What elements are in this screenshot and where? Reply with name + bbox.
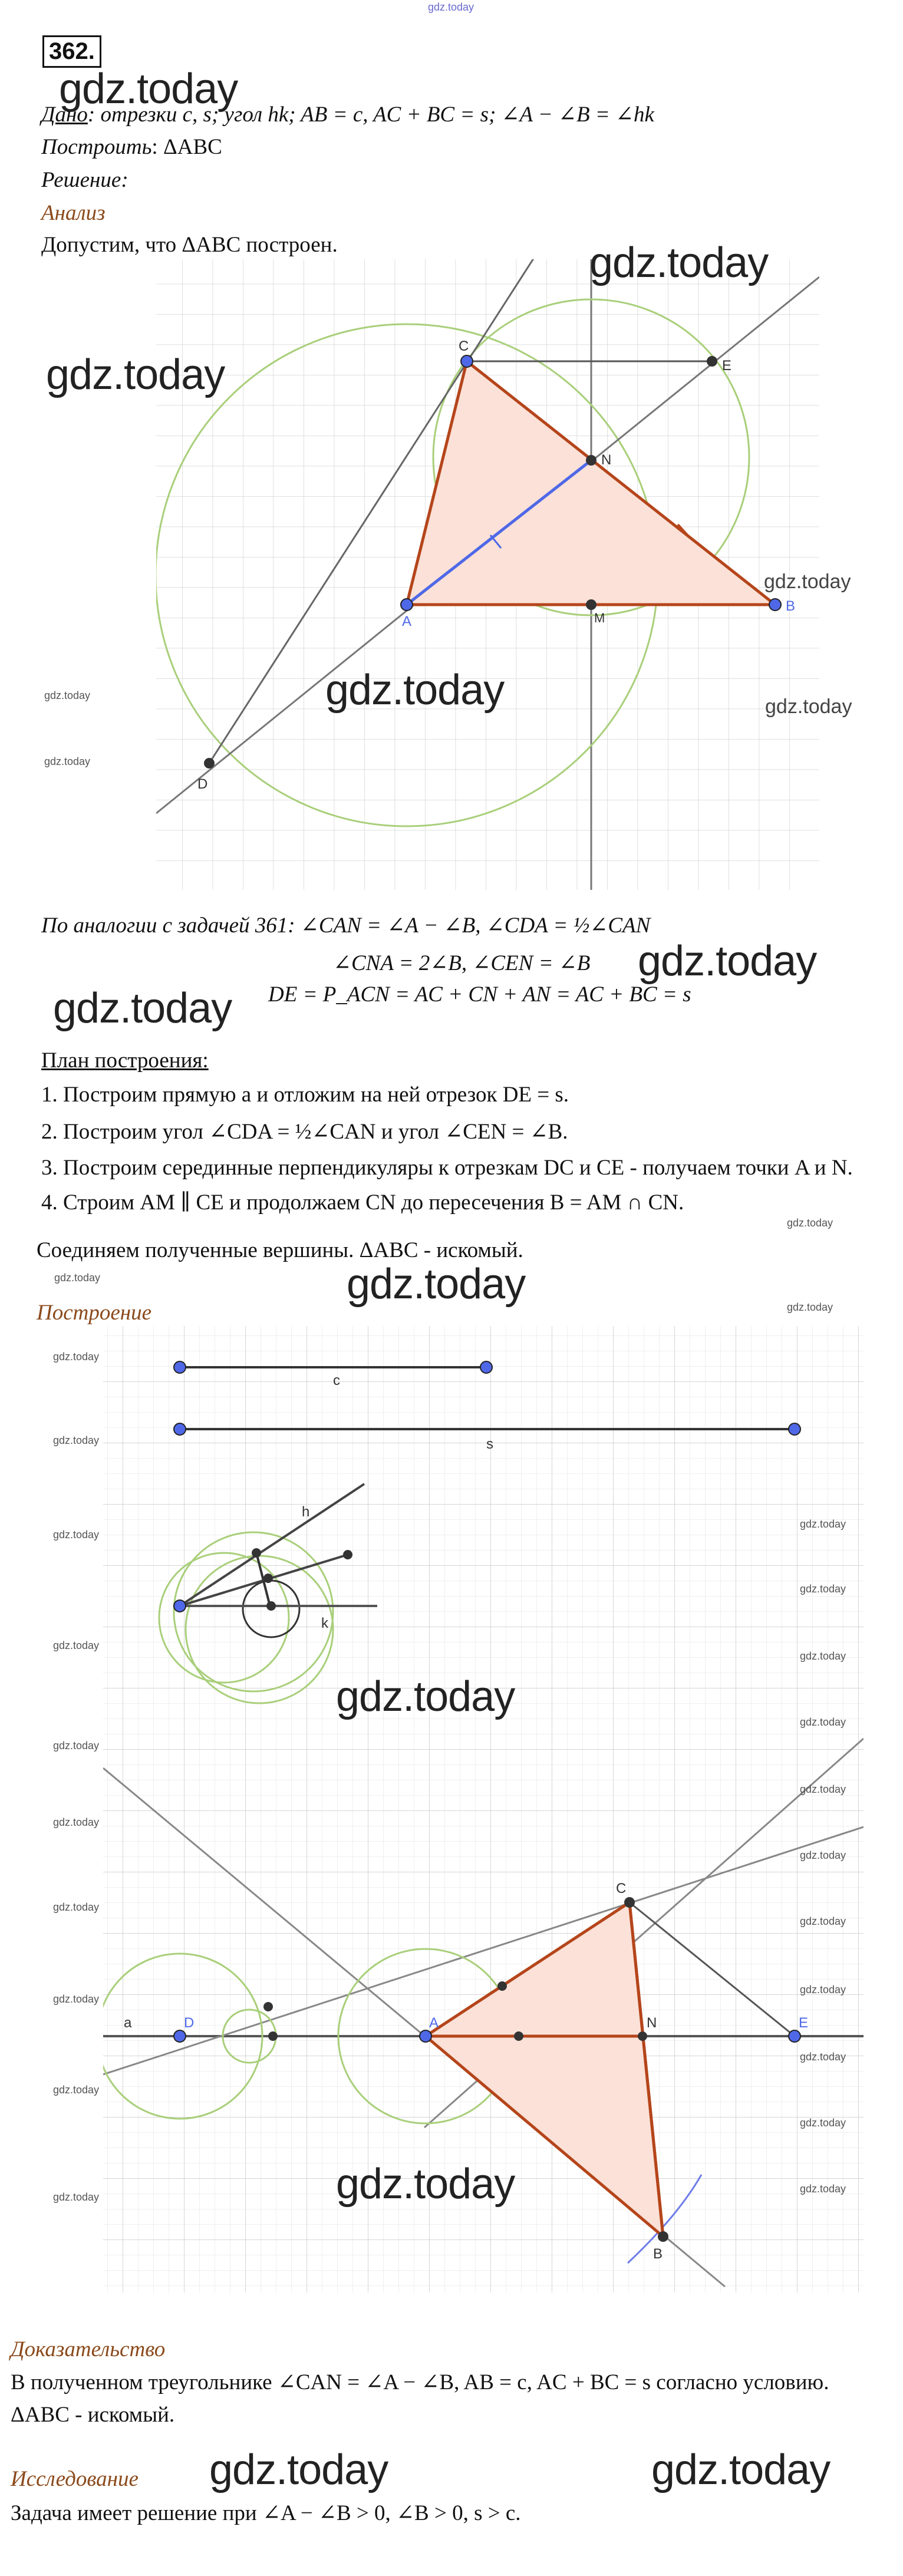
proof-line-1: В полученном треугольнике ∠CAN = ∠A − ∠B, AB = c, AC + BC = s согласно условию.	[11, 2370, 829, 2394]
label-e2: E	[799, 2015, 809, 2031]
watermark: gdz.today	[53, 2191, 100, 2203]
watermark: gdz.today	[800, 2051, 846, 2063]
watermark: gdz.today	[44, 756, 91, 767]
plan-step-4: 4. Строим AM ∥ CE и продолжаем CN до пересечения B = AM ∩ CN.	[41, 1190, 684, 1215]
watermark: gdz.today	[347, 1261, 526, 1308]
watermark: gdz.today	[209, 2446, 388, 2493]
watermark: gdz.today	[800, 2183, 846, 2195]
label-k: k	[321, 1615, 328, 1631]
watermark: gdz.today	[638, 938, 817, 985]
label-a2: A	[429, 2015, 439, 2031]
watermark: gdz.today	[764, 570, 851, 593]
assume-text: Допустим, что ΔABC построен.	[41, 233, 338, 257]
label-a-line: a	[124, 2015, 132, 2031]
plan-step-2: 2. Построим угол ∠CDA = ½∠CAN и угол ∠CEN = ∠B.	[41, 1120, 568, 1144]
watermark: gdz.today	[765, 695, 852, 718]
watermark: gdz.today	[800, 1518, 846, 1530]
watermark: gdz.today	[787, 1301, 833, 1313]
watermark: gdz.today	[44, 690, 91, 701]
plan-conclusion: Соединяем полученные вершины. ΔABC - искомый.	[37, 1238, 523, 1262]
given-line: Дано: отрезки c, s; угол hk; AB = c, AC + BC = s; ∠A − ∠B = ∠hk	[41, 103, 654, 127]
label-c-seg: c	[333, 1373, 340, 1388]
problem-number: 362.	[42, 35, 101, 68]
watermark: gdz.today	[53, 1434, 100, 1446]
label-h: h	[302, 1504, 310, 1520]
label-e: E	[722, 358, 732, 374]
watermark: gdz.today	[336, 1673, 515, 1720]
watermark: gdz.today	[800, 1583, 846, 1595]
watermark: gdz.today	[53, 1529, 100, 1541]
label-d: D	[197, 776, 208, 792]
watermark: gdz.today	[46, 351, 225, 398]
label-n2: N	[647, 2015, 657, 2031]
watermark: gdz.today	[59, 65, 238, 113]
label-n: N	[601, 452, 612, 468]
label-c: C	[459, 338, 469, 354]
watermark: gdz.today	[800, 2117, 846, 2129]
plan-step-1: 1. Построим прямую a и отложим на ней отрезок DE = s.	[41, 1083, 569, 1107]
watermark: gdz.today	[325, 667, 505, 714]
watermark: gdz.today	[800, 1783, 846, 1795]
watermark: gdz.today	[53, 1351, 100, 1363]
watermark: gdz.today	[53, 1901, 100, 1913]
solution-label: Решение:	[41, 168, 128, 192]
watermark: gdz.today	[53, 1740, 100, 1752]
watermark: gdz.today	[800, 1849, 846, 1861]
watermark: gdz.today	[53, 1816, 100, 1828]
proof-line-2: ΔABC - искомый.	[11, 2403, 175, 2427]
watermark: gdz.today	[53, 985, 232, 1032]
watermark: gdz.today	[800, 1915, 846, 1927]
construction-label: Построение	[37, 1301, 152, 1325]
label-a: A	[402, 614, 412, 629]
analogy-line-1: По аналогии с задачей 361: ∠CAN = ∠A − ∠B, ∠CDA = ½∠CAN	[41, 913, 651, 938]
proof-label: Доказательство	[11, 2337, 166, 2361]
label-c2: C	[616, 1881, 627, 1896]
research-label: Исследование	[11, 2467, 139, 2491]
plan-title: План построения:	[41, 1048, 209, 1073]
watermark: gdz.today	[53, 2084, 100, 2096]
watermark: gdz.today	[800, 1984, 846, 1996]
watermark: gdz.today	[53, 1993, 100, 2005]
research-text: Задача имеет решение при ∠A − ∠B > 0, ∠B > 0, s > c.	[11, 2501, 521, 2525]
construct-line: Построить: ΔABC	[41, 135, 222, 159]
watermark: gdz.today	[336, 2161, 515, 2208]
label-b: B	[786, 598, 796, 614]
label-m: M	[594, 611, 605, 625]
label-s-seg: s	[486, 1436, 493, 1452]
watermark: gdz.today	[651, 2446, 831, 2493]
label-d2: D	[184, 2015, 195, 2031]
analogy-line-2: ∠CNA = 2∠B, ∠CEN = ∠B	[333, 951, 591, 975]
construction-figure	[0, 1320, 903, 2298]
watermark: gdz.today	[54, 1272, 101, 1284]
watermark: gdz.today	[800, 1716, 846, 1728]
analogy-line-3: DE = P_ACN = AC + CN + AN = AC + BC = s	[268, 982, 691, 1007]
plan-step-3: 3. Построим серединные перпендикуляры к отрезкам DC и CE - получаем точки A и N.	[41, 1156, 853, 1180]
label-b2: B	[653, 2246, 663, 2262]
watermark: gdz.today	[800, 1650, 846, 1662]
analysis-label: Анализ	[41, 201, 106, 225]
watermark: gdz.today	[53, 1640, 100, 1651]
watermark: gdz.today	[589, 239, 769, 286]
watermark: gdz.today	[787, 1217, 833, 1229]
header-watermark: gdz.today	[428, 1, 474, 13]
